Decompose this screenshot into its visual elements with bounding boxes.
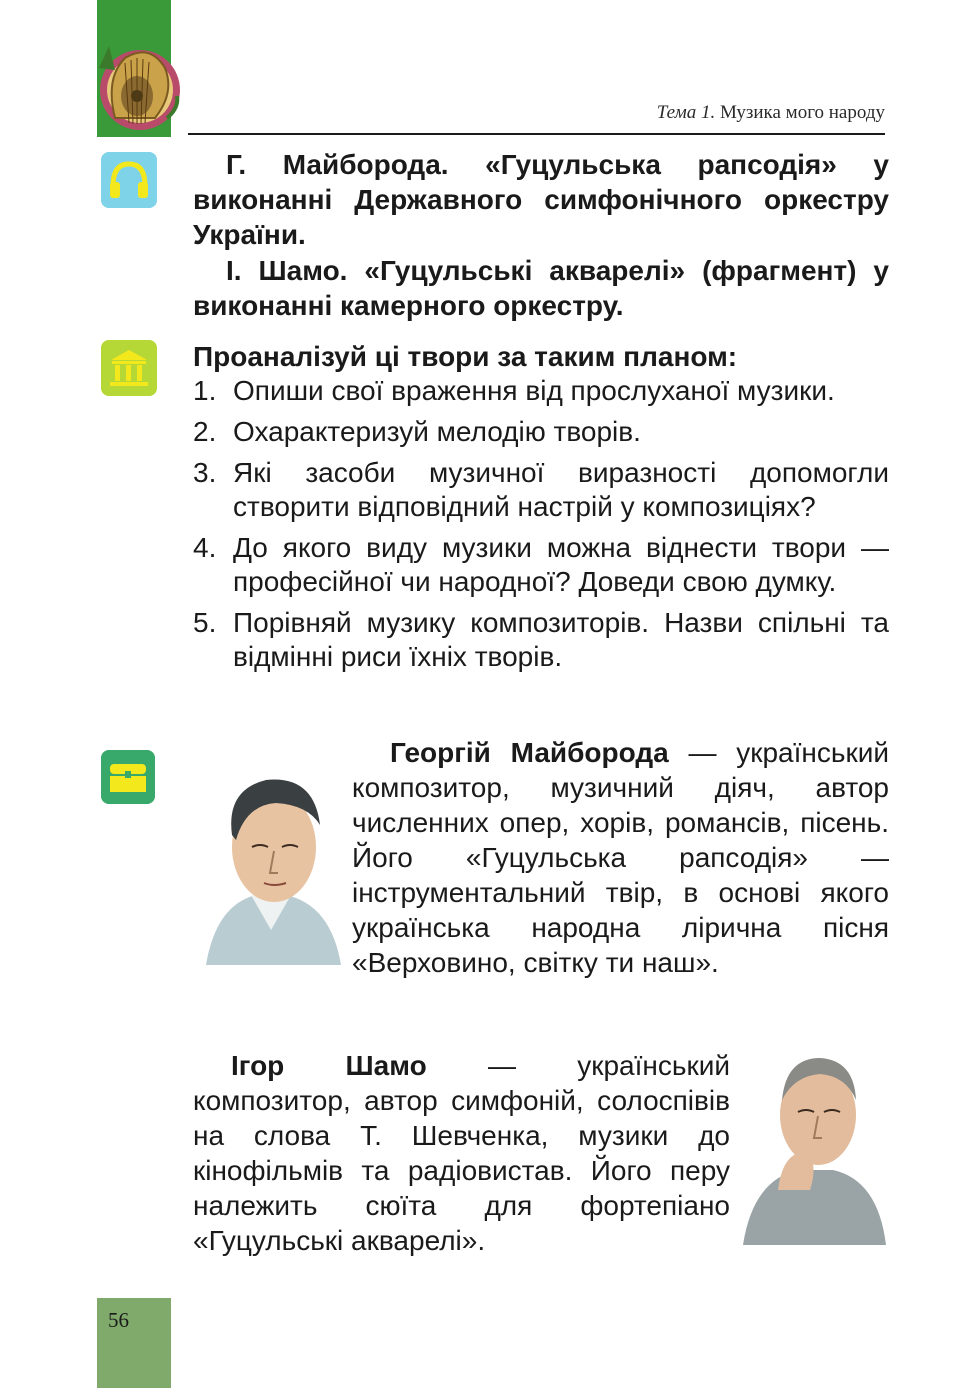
plan-title: Проаналізуй ці твори за таким планом: (193, 341, 738, 372)
page-number: 56 (108, 1308, 129, 1332)
bandura-emblem-icon (95, 38, 181, 136)
bio-shamo (193, 1048, 730, 1258)
item-number: 1. (193, 375, 217, 406)
list-item (193, 415, 889, 449)
item-text: Опиши свої враження від прослуханої музики. (233, 375, 835, 406)
analysis-plan-list (193, 374, 889, 681)
listen-line-1: Г. Майборода. «Гуцульська рапсодія» у виконанні Державного симфонічного оркестру України. (193, 149, 889, 250)
list-item (193, 456, 889, 524)
item-number: 3. (193, 457, 217, 488)
topic-label: Тема 1. (656, 102, 716, 123)
headphones-icon (101, 152, 157, 208)
item-text: Охарактеризуй мелодію творів. (233, 416, 641, 447)
running-header (657, 102, 885, 124)
header-divider (188, 133, 885, 135)
item-number: 2. (193, 416, 217, 447)
bio-maiboroda (352, 735, 889, 980)
bio-text: — український композитор, музичний діяч, автор численних опер, хорів, романсів, пісень. Його «Гуцульська рапсодія» — інструментальний твір, в основі якого українська народна лірична пісня «Верховино, світку ти наш». (352, 737, 889, 978)
shamo-portrait (738, 1040, 888, 1245)
listen-line-2: І. Шамо. «Гуцульські акварелі» (фрагмент) у виконанні камерного оркестру. (193, 255, 889, 321)
item-text: До якого виду музики можна віднести твори — професійної чи народної? Доведи свою думку. (233, 532, 889, 597)
list-item (193, 531, 889, 599)
list-item (193, 606, 889, 674)
list-item (193, 374, 889, 408)
item-text: Порівняй музику композиторів. Назви спільні та відмінні риси їхніх творів. (233, 607, 889, 672)
bio-name: Ігор Шамо (231, 1050, 427, 1081)
item-number: 5. (193, 607, 217, 638)
maiboroda-portrait (196, 755, 346, 965)
bio-name: Георгій Майборода (390, 737, 669, 768)
chest-icon (101, 750, 155, 804)
topic-title: Музика мого народу (719, 102, 885, 123)
museum-icon (101, 340, 157, 396)
item-number: 4. (193, 532, 217, 563)
item-text: Які засоби музичної виразності допомогли створити відповідний настрій у композиціях? (233, 457, 889, 522)
bio-text: — український композитор, автор симфоній, солоспівів на слова Т. Шевченка, музики до кінофільмів та радіовистав. Його перу належить сюїта для фортепіано «Гуцульські акварелі». (193, 1050, 730, 1256)
